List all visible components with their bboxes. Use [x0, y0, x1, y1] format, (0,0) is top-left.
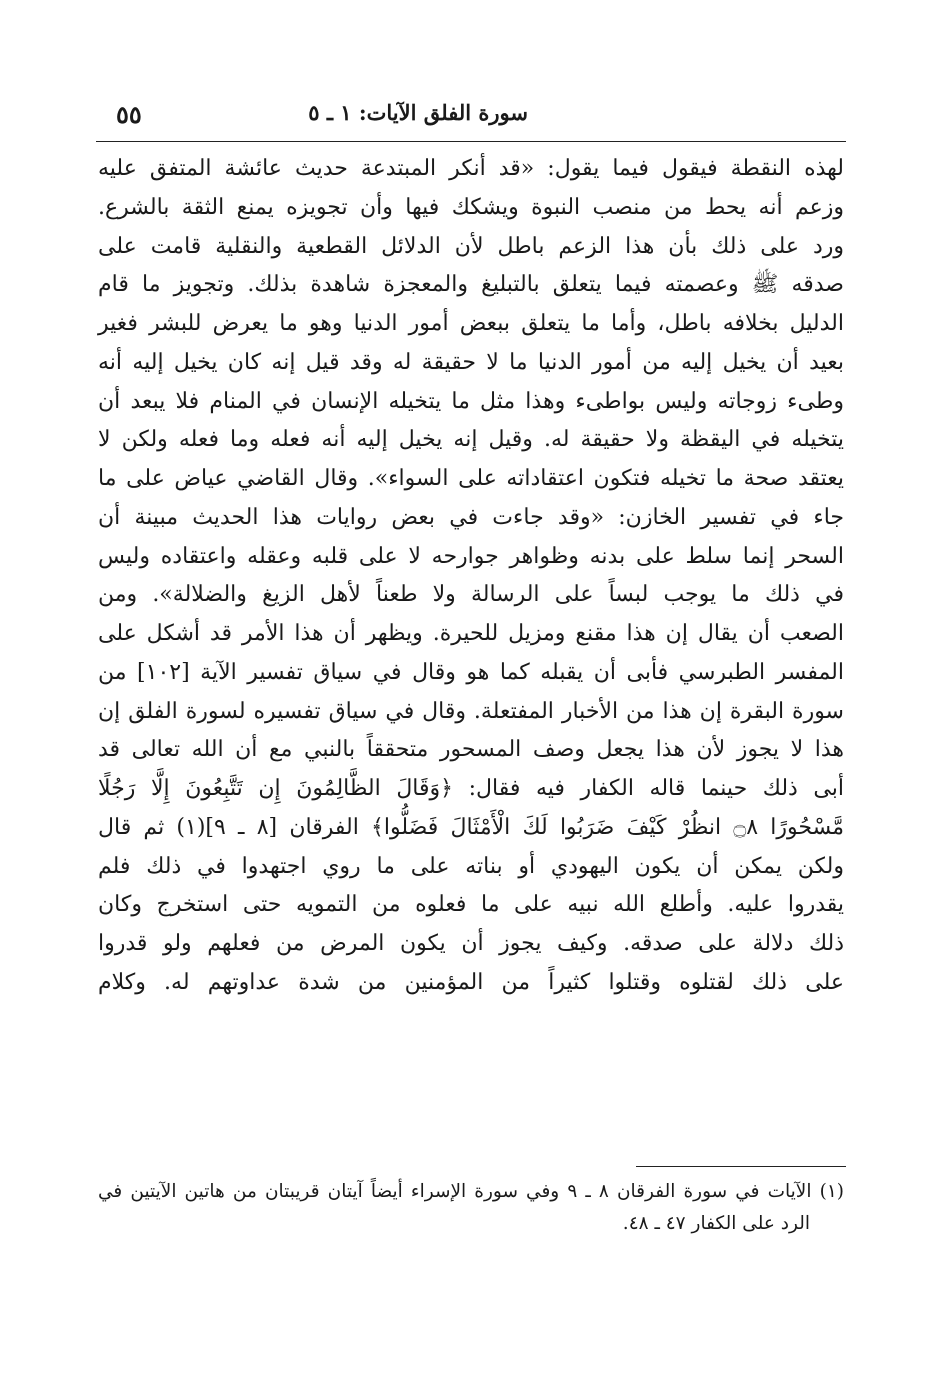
text-line: يتخيله في اليقظة ولا حقيقة له. وقيل إنه يخيل إليه أنه فعله وما فعله ولكن لا	[98, 427, 844, 453]
text-line: ورد على ذلك بأن هذا الزعم باطل لأن الدلائل القطعية والنقلية قامت على	[98, 233, 844, 259]
main-text	[98, 150, 844, 1003]
running-title: سورة الفلق الآيات: ١ ـ ٥	[308, 100, 528, 125]
text-line: وطىء زوجاته وليس بواطىء وهذا مثل ما يتخيله الإنسان في المنام فلا يبعد أن	[98, 388, 844, 414]
footnote-line: (١) الآيات في سورة الفرقان ٨ ـ ٩ وفي سورة الإسراء أيضاً آيتان قريبتان من هاتين الآيتين في	[98, 1181, 844, 1202]
text-line: سورة البقرة إن هذا من الأخبار المفتعلة. وقال في سياق تفسيره لسورة الفلق إن	[98, 698, 844, 724]
text-line: السحر إنما سلط على بدنه وظواهر جوارحه لا على قلبه وعقله واعتقاده وليس	[98, 543, 844, 569]
footnotes	[98, 1176, 844, 1240]
text-line: المفسر الطبرسي فأبى أن يقبله كما هو وقال في سياق تفسير الآية [١٠٢] من	[98, 659, 844, 685]
header-divider	[96, 141, 846, 142]
quran-verse-line: مَّسْحُورًا ۝٨ انظُرْ كَيْفَ ضَرَبُوا لَكَ الْأَمْثَالَ فَضَلُّوا﴾ الفرقان [٨ ـ ٩](١) ثم قال	[98, 814, 844, 840]
text-line: على ذلك لقتلوه وقتلوا كثيراً من المؤمنين من شدة عداوتهم له. وكلام	[98, 969, 844, 995]
footnote-line: الرد على الكفار ٤٧ ـ ٤٨.	[622, 1213, 810, 1234]
text-line: لهذه النقطة فيقول فيما يقول: «قد أنكر المبتدعة حديث عائشة المتفق عليه	[98, 156, 844, 181]
text-line: ولكن يمكن أن يكون اليهودي أو بناته على ما روي اجتهدوا في ذلك فلم	[98, 853, 844, 879]
text-line: ذلك دلالة على صدقه. وكيف يجوز أن يكون المرض من فعلهم ولو قدروا	[98, 931, 844, 956]
text-line: في ذلك ما يوجب لبساً على الرسالة ولا طعناً لأهل الزيغ والضلالة». ومن	[98, 582, 844, 608]
text-line: يعتقد صحة ما تخيله فتكون اعتقاداته على السواء». وقال القاضي عياض على ما	[98, 466, 844, 491]
quran-verse-line: أبى ذلك حينما قاله الكفار فيه فقال: ﴿وَقَالَ الظَّالِمُونَ إِن تَتَّبِعُونَ إِلَّا رَجُلًا	[98, 776, 844, 801]
text-line: الدليل بخلافه باطل، وأما ما يتعلق ببعض أمور الدنيا وهو ما يعرض للبشر فغير	[98, 311, 844, 336]
text-line: الصعب أن يقال إن هذا مقنع ومزيل للحيرة. ويظهر أن هذا الأمر قد أشكل على	[98, 621, 844, 646]
footnote-divider	[636, 1166, 846, 1167]
text-line: هذا لا يجوز لأن هذا يجعل وصف المسحور متحققاً بالنبي مع أن الله تعالى قد	[98, 737, 844, 763]
text-line: يقدروا عليه. وأطلع الله نبيه على ما فعلوه من التمويه حتى استخرج وكان	[98, 892, 844, 918]
text-line: وزعم أنه يحط من منصب النبوة ويشكك فيها وأن تجويزه يمنع الثقة بالشرع.	[98, 194, 844, 220]
page-header	[96, 98, 846, 138]
text-line: جاء في تفسير الخازن: «وقد جاءت في بعض روايات هذا الحديث مبينة أن	[98, 504, 844, 530]
text-line: صدقه ﷺ وعصمته فيما يتعلق بالتبليغ والمعجزة شاهدة بذلك. وتجويز ما قام	[98, 272, 844, 298]
text-line: بعيد أن يخيل إليه من أمور الدنيا ما لا حقيقة له وقد قيل إنه كان يخيل إليه أنه	[98, 349, 844, 375]
page-number: ٥٥	[116, 100, 142, 129]
